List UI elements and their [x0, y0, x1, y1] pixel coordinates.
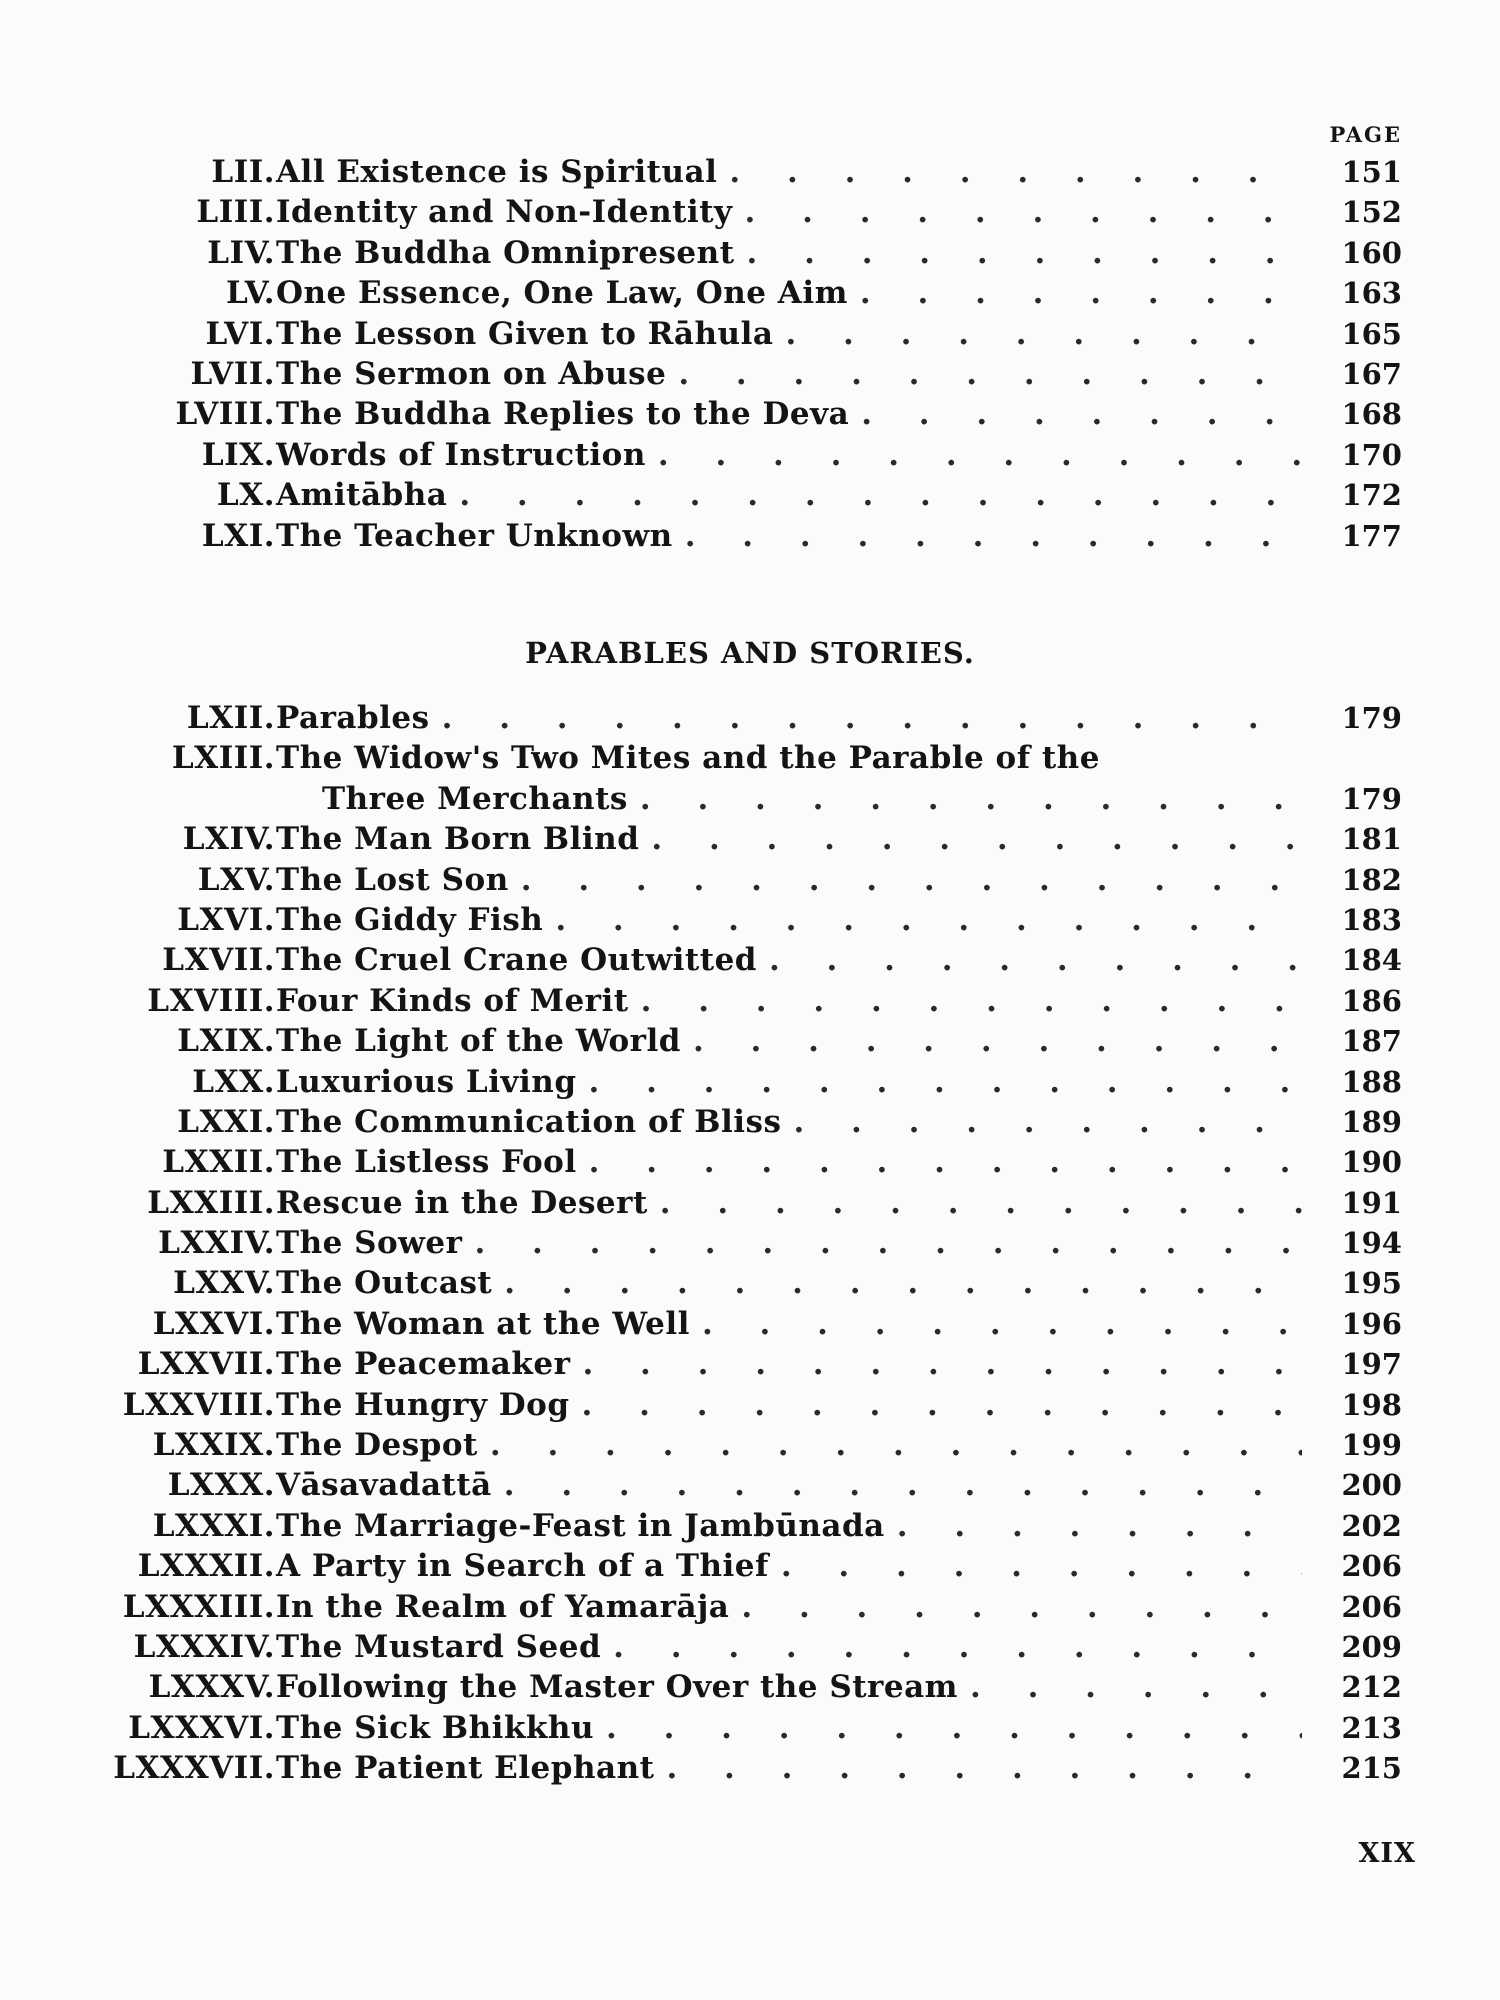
- chapter-number: LXXVII.: [137, 1346, 275, 1383]
- dot-leader: [582, 1344, 1302, 1384]
- dot-leader: [793, 1102, 1302, 1142]
- chapter-number: LXVI.: [177, 901, 275, 938]
- dot-leader: [504, 1263, 1302, 1303]
- chapter-title: Words of Instruction: [276, 436, 646, 473]
- toc-entry[interactable]: [0, 1465, 1500, 1505]
- entry-title-line: [276, 1465, 1320, 1505]
- entry-title-line: [276, 1506, 1320, 1546]
- toc-entry[interactable]: [0, 394, 1500, 434]
- page-column-header: PAGE: [1329, 122, 1402, 147]
- entry-title-line: [276, 940, 1320, 980]
- dot-leader: [589, 1062, 1302, 1102]
- entry-title-line: [276, 192, 1320, 232]
- chapter-title: The Teacher Unknown: [276, 517, 673, 554]
- page-number: 212: [1341, 1670, 1402, 1705]
- entry-title-line: [276, 1627, 1320, 1667]
- page-number: 151: [1341, 155, 1402, 189]
- toc-entry[interactable]: [0, 738, 1500, 819]
- page-number: 194: [1341, 1226, 1402, 1261]
- page-number: 191: [1341, 1185, 1402, 1220]
- chapter-title: One Essence, One Law, One Aim: [276, 275, 848, 312]
- page-number: 206: [1341, 1589, 1402, 1624]
- entry-title-line: [276, 981, 1320, 1021]
- toc-entry[interactable]: [0, 1263, 1500, 1303]
- chapter-title: The Man Born Blind: [276, 821, 640, 858]
- toc-entry[interactable]: [0, 1667, 1500, 1707]
- chapter-title: The Sower: [276, 1225, 463, 1262]
- toc-entry[interactable]: [0, 233, 1500, 273]
- dot-leader: [970, 1667, 1302, 1707]
- chapter-title: Luxurious Living: [276, 1063, 577, 1100]
- toc-entry[interactable]: [0, 435, 1500, 475]
- chapter-title: Following the Master Over the Stream: [276, 1669, 958, 1706]
- chapter-number: LVI.: [205, 315, 275, 352]
- chapter-number: LVII.: [190, 355, 275, 392]
- page-number: 215: [1341, 1751, 1402, 1786]
- dot-leader: [490, 1425, 1302, 1465]
- chapter-number: LXXII.: [162, 1144, 275, 1181]
- chapter-title: The Giddy Fish: [276, 901, 544, 938]
- toc-list-parables: [0, 698, 1500, 1789]
- toc-entry[interactable]: [0, 1708, 1500, 1748]
- toc-entry[interactable]: [0, 1385, 1500, 1425]
- dot-leader: [651, 819, 1302, 859]
- entry-title-line: [276, 1425, 1320, 1465]
- page-number: 187: [1341, 1024, 1402, 1059]
- entry-title-line: [276, 1546, 1320, 1586]
- chapter-number: LIII.: [196, 194, 275, 231]
- entry-title-line: [276, 273, 1320, 313]
- page-number: 168: [1341, 397, 1402, 432]
- page-number: 206: [1341, 1549, 1402, 1584]
- chapter-title: The Lost Son: [276, 861, 509, 898]
- entry-title-line: [276, 1304, 1320, 1344]
- dot-leader: [474, 1223, 1302, 1263]
- toc-list-doctrine: [0, 152, 1500, 556]
- chapter-number: LXXXIII.: [122, 1588, 275, 1625]
- chapter-title: Four Kinds of Merit: [276, 982, 629, 1019]
- entry-title-line: [276, 152, 1320, 192]
- dot-leader: [741, 1587, 1302, 1627]
- toc-entry[interactable]: [0, 981, 1500, 1021]
- entry-title-line: [276, 1385, 1320, 1425]
- entry-title-line: [276, 1062, 1320, 1102]
- page-number: 200: [1341, 1468, 1402, 1503]
- dot-leader: [582, 1385, 1302, 1425]
- chapter-title: Identity and Non-Identity: [276, 194, 733, 231]
- chapter-title: The Lesson Given to Rāhula: [276, 315, 774, 352]
- dot-leader: [666, 1748, 1302, 1788]
- chapter-number: LIX.: [201, 436, 275, 473]
- chapter-number: LXXVI.: [152, 1305, 275, 1342]
- toc-entry[interactable]: [0, 1062, 1500, 1102]
- entry-title-line: [276, 475, 1320, 515]
- page-number: 179: [1341, 781, 1402, 816]
- toc-entry[interactable]: [0, 1627, 1500, 1667]
- page-number: 198: [1341, 1387, 1402, 1422]
- page-number: 172: [1341, 478, 1402, 513]
- toc-entry[interactable]: [0, 860, 1500, 900]
- page-number: 170: [1341, 437, 1402, 472]
- chapter-number: LXXXIV.: [133, 1629, 275, 1665]
- chapter-number: LXXIX.: [152, 1427, 275, 1464]
- toc-entry[interactable]: [0, 940, 1500, 980]
- dot-leader: [861, 394, 1302, 434]
- dot-leader: [781, 1546, 1302, 1586]
- chapter-title: The Listless Fool: [276, 1144, 577, 1181]
- toc-entry[interactable]: [0, 1748, 1500, 1788]
- chapter-number: LXXXV.: [148, 1669, 275, 1706]
- entry-title-line: [276, 516, 1320, 556]
- page-number: 197: [1341, 1347, 1402, 1382]
- entry-title-line: [276, 1344, 1320, 1384]
- entry-title-line: [276, 860, 1320, 900]
- entry-title-line: [276, 738, 1402, 778]
- chapter-number: LXX.: [192, 1063, 275, 1100]
- entry-title-line: [276, 1667, 1320, 1707]
- page-number: 186: [1341, 983, 1402, 1018]
- chapter-number: LXIII.: [171, 740, 275, 777]
- entry-title-line: [276, 1021, 1320, 1061]
- entry-title-line: [276, 233, 1320, 273]
- toc-entry[interactable]: [0, 1425, 1500, 1465]
- page-number: 188: [1341, 1064, 1402, 1099]
- page-number: 209: [1341, 1630, 1402, 1664]
- toc-entry[interactable]: [0, 1344, 1500, 1384]
- page-number: 202: [1341, 1508, 1402, 1543]
- chapter-number: LXI.: [201, 517, 275, 554]
- page-number: 190: [1341, 1145, 1402, 1180]
- dot-leader: [442, 698, 1302, 738]
- chapter-number: LXXXVII.: [113, 1750, 275, 1787]
- entry-title-line: [276, 435, 1320, 475]
- chapter-number: LXXVIII.: [122, 1386, 275, 1423]
- chapter-title: The Hungry Dog: [276, 1386, 570, 1423]
- page-number: 179: [1341, 701, 1402, 735]
- page-number: 189: [1341, 1104, 1402, 1139]
- chapter-number: LII.: [211, 154, 275, 190]
- dot-leader: [589, 1142, 1302, 1182]
- dot-leader: [729, 152, 1302, 192]
- page-number: 165: [1341, 316, 1402, 351]
- dot-leader: [640, 779, 1302, 819]
- chapter-number: LXXIV.: [158, 1225, 275, 1262]
- dot-leader: [504, 1465, 1302, 1505]
- entry-title-line: [276, 1587, 1320, 1627]
- page-number: 167: [1341, 356, 1402, 391]
- chapter-number: LXXX.: [167, 1467, 275, 1504]
- chapter-title: The Despot: [276, 1427, 478, 1464]
- entry-title-line: [276, 1263, 1320, 1303]
- chapter-number: LXVII.: [162, 942, 275, 979]
- toc-entry[interactable]: [0, 314, 1500, 354]
- entry-title-line-2: [322, 779, 1320, 819]
- dot-leader: [685, 516, 1302, 556]
- chapter-title: The Buddha Replies to the Deva: [276, 396, 850, 433]
- page-number: 184: [1341, 943, 1402, 978]
- dot-leader: [678, 354, 1302, 394]
- dot-leader: [606, 1708, 1302, 1748]
- entry-title-line: [276, 1708, 1320, 1748]
- dot-leader: [747, 233, 1302, 273]
- dot-leader: [693, 1021, 1302, 1061]
- page-folio: XIX: [1358, 1838, 1416, 1869]
- page-number: 183: [1341, 902, 1402, 937]
- chapter-title-continued: Three Merchants: [322, 780, 628, 817]
- chapter-title: The Communication of Bliss: [276, 1103, 782, 1140]
- chapter-number: LXII.: [186, 700, 275, 736]
- chapter-number: LXIX.: [177, 1023, 275, 1060]
- toc-entry[interactable]: [0, 1021, 1500, 1061]
- entry-title-line: [276, 394, 1320, 434]
- chapter-title: The Widow's Two Mites and the Parable of the: [276, 740, 1100, 777]
- chapter-title: The Peacemaker: [276, 1346, 571, 1383]
- toc-entry[interactable]: [0, 1506, 1500, 1546]
- toc-entry[interactable]: [0, 900, 1500, 940]
- dot-leader: [521, 860, 1302, 900]
- page-number: 195: [1341, 1266, 1402, 1301]
- dot-leader: [555, 900, 1302, 940]
- toc-entry[interactable]: [0, 819, 1500, 859]
- entry-title-line: [276, 900, 1320, 940]
- entry-title-line: [276, 819, 1320, 859]
- chapter-title: The Cruel Crane Outwitted: [276, 942, 757, 979]
- chapter-title: Vāsavadattā: [276, 1467, 492, 1504]
- dot-leader: [660, 1183, 1302, 1223]
- entry-title-line: [276, 1748, 1320, 1788]
- chapter-number: LXXI.: [177, 1103, 275, 1140]
- entry-title-line: [276, 354, 1320, 394]
- chapter-title: The Sick Bhikkhu: [276, 1709, 594, 1746]
- chapter-title: In the Realm of Yamarāja: [276, 1588, 730, 1625]
- chapter-title: The Light of the World: [276, 1023, 681, 1060]
- page-number: 199: [1341, 1428, 1402, 1463]
- entry-title-line: [276, 314, 1320, 354]
- chapter-number: LXXXI.: [152, 1507, 275, 1544]
- dot-leader: [641, 981, 1302, 1021]
- toc-entry[interactable]: [0, 192, 1500, 232]
- chapter-title: The Outcast: [276, 1265, 493, 1302]
- chapter-number: LV.: [225, 275, 275, 312]
- entry-title-line: [276, 698, 1320, 738]
- entry-title-line: [276, 1223, 1320, 1263]
- page-number: 196: [1341, 1306, 1402, 1341]
- page-number: 163: [1341, 276, 1402, 311]
- dot-leader: [769, 940, 1302, 980]
- chapter-number: LXV.: [197, 861, 275, 898]
- section-title: PARABLES AND STORIES.: [525, 636, 975, 670]
- dot-leader: [702, 1304, 1302, 1344]
- entry-title-line: [276, 1102, 1320, 1142]
- entry-title-line: [276, 1183, 1320, 1223]
- chapter-title: Rescue in the Desert: [276, 1184, 648, 1221]
- chapter-title: The Mustard Seed: [276, 1629, 602, 1665]
- toc-entry[interactable]: [0, 152, 1500, 192]
- dot-leader: [745, 192, 1302, 232]
- chapter-number: LVIII.: [175, 396, 275, 433]
- toc-entry[interactable]: [0, 698, 1500, 738]
- toc-entry[interactable]: [0, 1142, 1500, 1182]
- chapter-number: LXXV.: [173, 1265, 275, 1302]
- dot-leader: [785, 314, 1302, 354]
- page-number: 160: [1341, 235, 1402, 270]
- chapter-title: Parables: [276, 700, 430, 736]
- toc-entry[interactable]: [0, 1546, 1500, 1586]
- toc-entry[interactable]: [0, 354, 1500, 394]
- toc-entry[interactable]: [0, 273, 1500, 313]
- chapter-number: LIV.: [207, 234, 275, 271]
- chapter-title: The Sermon on Abuse: [276, 355, 667, 392]
- dot-leader: [897, 1506, 1302, 1546]
- dot-leader: [459, 475, 1302, 515]
- dot-leader: [658, 435, 1302, 475]
- dot-leader: [860, 273, 1302, 313]
- chapter-title: The Woman at the Well: [276, 1305, 690, 1342]
- toc-entry[interactable]: [0, 516, 1500, 556]
- toc-entry[interactable]: [0, 1183, 1500, 1223]
- toc-entry[interactable]: [0, 1102, 1500, 1142]
- chapter-title: The Marriage-Feast in Jambūnada: [276, 1507, 885, 1544]
- chapter-number: LXXIII.: [147, 1184, 275, 1221]
- chapter-number: LXIV.: [182, 821, 275, 858]
- dot-leader: [613, 1627, 1302, 1667]
- page-number: 177: [1341, 518, 1402, 553]
- page-number: 152: [1341, 195, 1402, 230]
- chapter-number: LX.: [216, 477, 275, 514]
- page-number: 181: [1341, 822, 1402, 857]
- entry-title-line: [276, 1142, 1320, 1182]
- toc-entry[interactable]: [0, 475, 1500, 515]
- chapter-number: LXXXVI.: [128, 1709, 275, 1746]
- toc-entry[interactable]: [0, 1223, 1500, 1263]
- toc-entry[interactable]: [0, 1587, 1500, 1627]
- chapter-title: A Party in Search of a Thief: [276, 1548, 769, 1585]
- page-number: 213: [1341, 1710, 1402, 1745]
- chapter-title: All Existence is Spiritual: [276, 154, 718, 190]
- chapter-title: Amitābha: [276, 477, 448, 514]
- chapter-number: LXXXII.: [137, 1548, 275, 1585]
- chapter-title: The Buddha Omnipresent: [276, 234, 735, 271]
- chapter-number: LXVIII.: [147, 982, 275, 1019]
- toc-entry[interactable]: [0, 1304, 1500, 1344]
- chapter-title: The Patient Elephant: [276, 1750, 655, 1787]
- page-number: 182: [1341, 862, 1402, 897]
